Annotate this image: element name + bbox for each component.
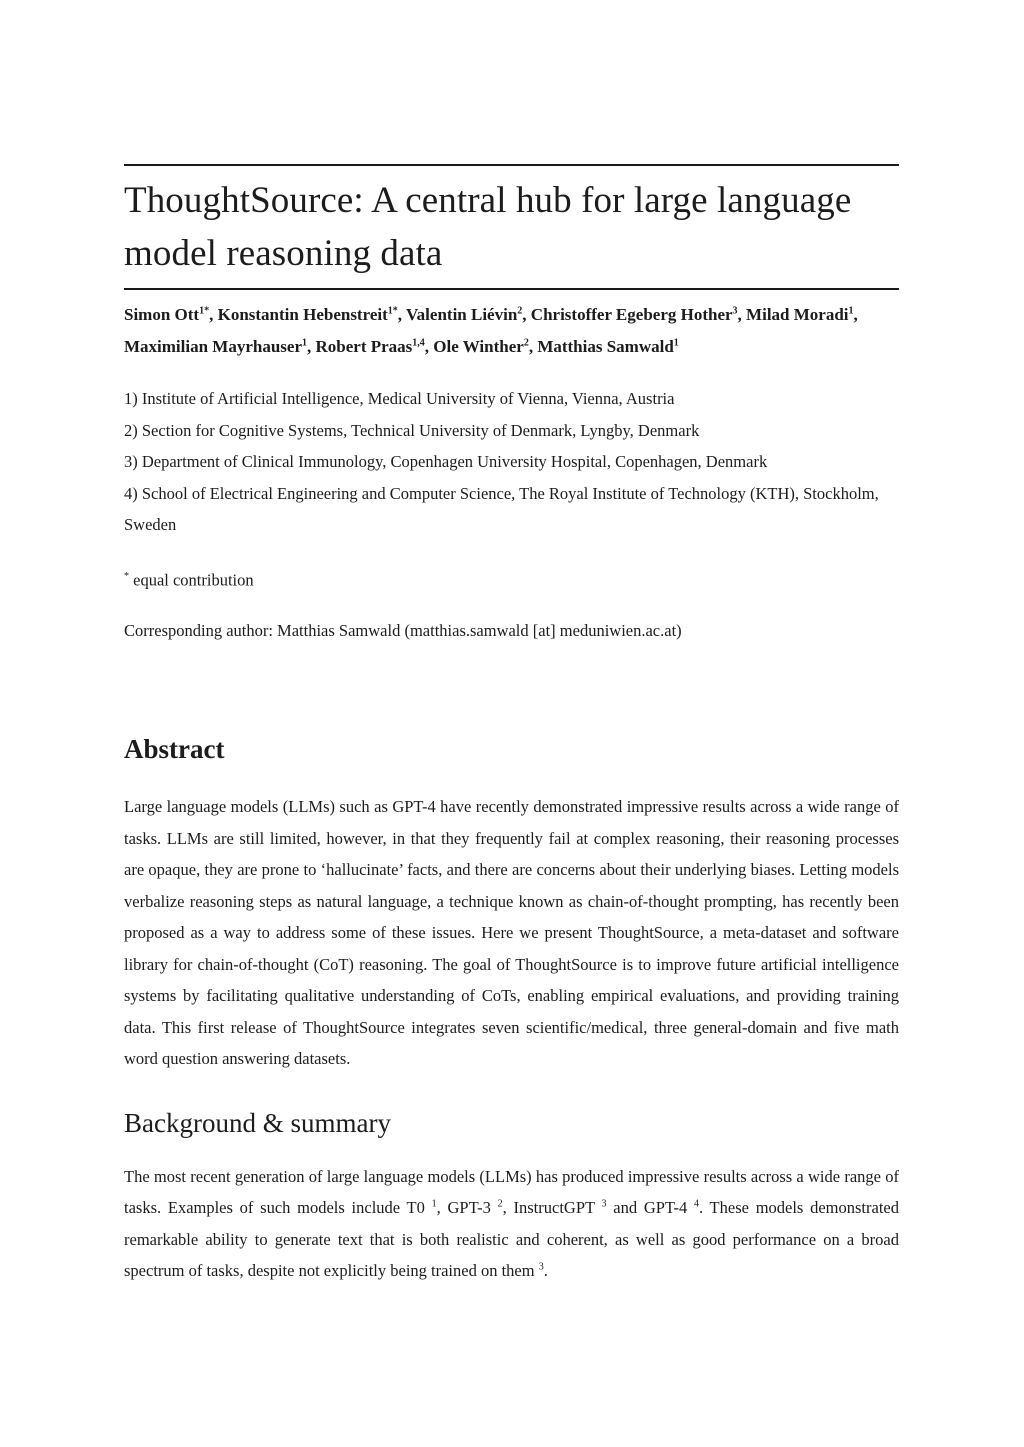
author-list xyxy=(124,299,899,363)
paper-page xyxy=(124,164,899,1287)
author: Valentin Liévin$^2$, xyxy=(405,305,531,324)
affiliation: 2) Section for Cognitive Systems, Technical University of Denmark, Lyngby, Denmark xyxy=(124,420,700,440)
author: Maximilian Mayrhauser$^1$, xyxy=(124,337,316,356)
author: Christoffer Egeberg Hother$^3$, xyxy=(530,305,747,324)
top-rule xyxy=(124,164,899,166)
author: Simon Ott$^{1*}$, xyxy=(124,305,218,324)
author: Konstantin Hebenstreit$^{1*}$, xyxy=(217,305,406,324)
citation: 2 xyxy=(497,1198,503,1210)
affiliation: 4) School of Electrical Engineering and Computer Science, The Royal Institute of Technology (KTH), Stockholm, Sweden xyxy=(124,483,879,535)
citation: 3 xyxy=(538,1261,544,1273)
paper-title: ThoughtSource: A central hub for large language model reasoning data xyxy=(124,180,852,274)
corresponding-author: Corresponding author: Matthias Samwald (matthias.samwald [at] meduniwien.ac.at) xyxy=(124,621,682,641)
citation: 1 xyxy=(431,1198,437,1210)
author: Robert Praas$^{1,4}$, xyxy=(315,337,434,356)
abstract-text: Large language models (LLMs) such as GPT-4 have recently demonstrated impressive results across a wide range of tasks. LLMs are still limited, however, in that they frequently fail at complex reasoning, their reasoning processes are opaque, they are prone to ‘hallucinate’ facts, and there are concerns about their underlying biases. Letting models verbalize reasoning steps as natural language, a technique known as chain-of-thought prompting, has recently been proposed as a way to address some of these issues. Here we present ThoughtSource, a meta-dataset and software library for chain-of-thought (CoT) reasoning. The goal of ThoughtSource is to improve future artificial intelligence systems by facilitating qualitative understanding of CoTs, enabling empirical evaluations, and providing training data. This first release of ThoughtSource integrates seven scientific/medical, three general-domain and five math word question answering datasets. xyxy=(124,797,899,1069)
author: Milad Moradi$^1$, xyxy=(746,305,858,324)
equal-contribution-note: * equal contribution xyxy=(124,570,254,590)
citation: 3 xyxy=(601,1198,607,1210)
author: Ole Winther$^2$, xyxy=(433,337,538,356)
author: Matthias Samwald$^1$ xyxy=(537,337,679,356)
affiliation: 3) Department of Clinical Immunology, Copenhagen University Hospital, Copenhagen, Denmark xyxy=(124,452,768,472)
title-bottom-rule xyxy=(124,288,899,290)
abstract-heading: Abstract xyxy=(124,734,225,765)
affiliation: 1) Institute of Artificial Intelligence, Medical University of Vienna, Vienna, Austria xyxy=(124,389,675,408)
affiliation-list xyxy=(124,383,899,541)
background-heading: Background & summary xyxy=(124,1107,391,1138)
citation: 4 xyxy=(693,1198,699,1210)
background-text: The most recent generation of large language models (LLMs) has produced impressive results across a wide range of tasks. Examples of such models include T0 $^1$, GPT-3 $^2$, InstructGPT $^3$ and GPT-4 $^4$. These models demonstrated remarkable ability to generate text that is both realistic and coherent, as well as good performance on a broad spectrum of tasks, despite not explicitly being trained on them $^3$. xyxy=(124,1166,899,1281)
